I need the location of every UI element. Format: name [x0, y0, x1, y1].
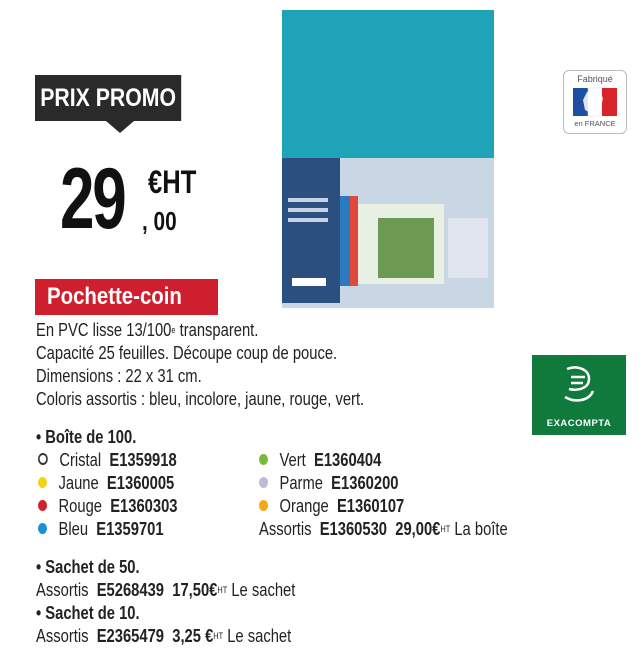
color-dot-bleu	[38, 523, 47, 534]
description-line-2: Capacité 25 feuilles. Découpe coup de pouce.	[36, 343, 338, 363]
brand-name: EXACOMPTA	[546, 418, 612, 429]
list-item: Parme E1360200	[259, 472, 399, 495]
product-title-badge	[35, 279, 218, 315]
promo-tag	[35, 75, 181, 121]
list-item: Vert E1360404	[259, 449, 381, 472]
color-dot-rouge	[38, 500, 47, 511]
product-title: Pochette-coin	[47, 283, 182, 310]
sachet10-heading: • Sachet de 10.	[36, 603, 140, 623]
color-dot-jaune	[38, 477, 47, 488]
sachet50-heading: • Sachet de 50.	[36, 557, 140, 577]
price-integer: 29	[60, 151, 125, 247]
sachet50-line: Assortis E5268439 17,50€$^{HT}$ Le sachet	[36, 580, 296, 600]
color-dot-vert	[259, 454, 268, 465]
box-heading: • Boîte de 100.	[36, 427, 137, 447]
promo-tag-pointer	[106, 121, 134, 133]
color-dot-parme	[259, 477, 268, 488]
description-line-4: Coloris assortis : bleu, incolore, jaune, rouge, vert.	[36, 389, 365, 409]
list-item: Jaune E1360005	[38, 472, 174, 495]
list-item: Cristal E1359918	[38, 449, 177, 472]
badge-top-text: Fabriqué	[577, 74, 613, 84]
color-dot-cristal	[38, 453, 48, 465]
made-in-france-badge	[563, 70, 627, 134]
description-line-1: En PVC lisse 13/100e transparent.	[36, 320, 259, 340]
box-assortis-line: Assortis E1360530 29,00€$^{HT}$ La boîte	[259, 519, 508, 539]
list-item: Rouge E1360303	[38, 495, 178, 518]
promo-label: PRIX PROMO	[40, 83, 176, 112]
badge-bottom-text: en FRANCE	[574, 119, 616, 128]
price-decimals: , 00	[142, 206, 177, 236]
price-currency: €HT	[148, 164, 197, 200]
color-dot-orange	[259, 500, 268, 511]
brand-logo	[532, 355, 626, 435]
france-flag-icon	[573, 86, 617, 118]
product-image	[278, 8, 506, 313]
brand-emblem-icon	[559, 363, 599, 407]
list-item: Orange E1360107	[259, 495, 404, 518]
sachet10-line: Assortis E2365479 3,25 €$^{HT}$ Le sachet	[36, 626, 292, 646]
list-item: Bleu E1359701	[38, 518, 164, 541]
description-line-3: Dimensions : 22 x 31 cm.	[36, 366, 202, 386]
